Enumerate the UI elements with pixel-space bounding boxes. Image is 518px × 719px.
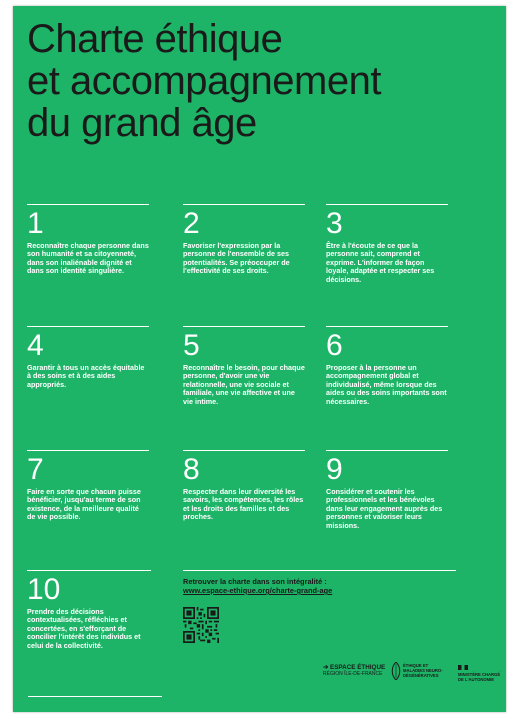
principle-number: 3 xyxy=(326,207,343,240)
principle-text: Reconnaître le besoin, pour chaque personne, d'avoir une vie relationnelle, une vie sociale et familiale, une vie affective et une vie intime. xyxy=(183,363,305,406)
espace-ethique-sub: RÉGION ÎLE-DE-FRANCE xyxy=(323,671,383,677)
principle-number: 2 xyxy=(183,207,200,240)
principle-item xyxy=(326,204,448,284)
retrouver-block xyxy=(183,577,383,595)
principle-number: 10 xyxy=(27,573,61,606)
title-line-2: et accompagnement xyxy=(27,59,381,103)
principle-item xyxy=(326,450,448,530)
divider xyxy=(28,696,162,697)
retrouver-label: Retrouver la charte dans son intégralité : xyxy=(183,577,327,586)
principle-text: Reconnaître chaque personne dans son humanité et sa citoyenneté, dans son inaliénable dignité et dans son identité singulière. xyxy=(27,241,149,276)
principle-number: 7 xyxy=(27,453,44,486)
ministere-logo xyxy=(458,665,506,682)
principle-text: Considérer et soutenir les professionnels et les bénévoles dans leur engagement auprès des personnes et valoriser leurs missions. xyxy=(326,487,443,530)
principle-number: 5 xyxy=(183,329,200,362)
title-line-1: Charte éthique xyxy=(27,17,283,61)
principle-text: Faire en sorte que chacun puisse bénéficier, jusqu'au terme de son existence, de la meilleure qualité de vie possible. xyxy=(27,487,141,522)
title-line-3: du grand âge xyxy=(27,101,257,145)
page-title xyxy=(27,18,381,144)
principle-item xyxy=(27,326,149,389)
principle-number: 1 xyxy=(27,207,44,240)
charte-link[interactable]: www.espace-ethique.org/charte-grand-age xyxy=(183,586,333,595)
principle-text: Proposer à la personne un accompagnement global et individualisé, même lorsque des aides ou des soins importants sont nécessaires. xyxy=(326,363,447,406)
principle-item xyxy=(183,326,305,406)
principle-text: Favoriser l'expression par la personne de l'ensemble de ses potentialités. Se préoccuper de l'effectivité de ses droits. xyxy=(183,241,290,276)
principle-item xyxy=(183,450,305,522)
divider xyxy=(183,570,335,571)
principle-text: Garantir à tous un accès équitable à des soins et à des aides appropriés. xyxy=(27,363,145,389)
ministere-label: MINISTÈRE CHARGÉ DE L'AUTONOMIE xyxy=(458,672,501,682)
espace-ethique-logo xyxy=(323,664,385,678)
principle-item xyxy=(27,204,149,276)
principle-number: 8 xyxy=(183,453,200,486)
principle-item xyxy=(183,204,305,276)
principle-text: Respecter dans leur diversité les savoirs, les compétences, les rôles et les droits des familles et des proches. xyxy=(183,487,304,522)
principle-number: 9 xyxy=(326,453,343,486)
principle-item xyxy=(27,570,151,650)
principle-number: 6 xyxy=(326,329,343,362)
principle-text: Prendre des décisions contextualisées, réfléchies et concertées, en s'efforçant de concilier l'intérêt des individus et celui de la collectivité. xyxy=(27,607,141,650)
logos xyxy=(323,661,503,691)
espace-national-label: ÉTHIQUE ET MALADIES NEURO-DÉGÉNÉRATIVES xyxy=(403,663,443,678)
flag-icon xyxy=(458,665,468,670)
espace-national-logo xyxy=(403,663,443,678)
arrow-icon: ➔ xyxy=(323,664,329,671)
qr-code[interactable] xyxy=(183,607,219,643)
leaf-icon xyxy=(391,662,401,680)
principle-item xyxy=(326,326,448,406)
poster xyxy=(13,6,506,712)
principle-text: Être à l'écoute de ce que la personne sait, comprend et exprime. L'informer de façon loyale, adaptée et respecter ses décisions. xyxy=(326,241,435,284)
espace-ethique-label: ESPACE ÉTHIQUE xyxy=(330,664,386,671)
principle-item xyxy=(27,450,149,522)
principle-number: 4 xyxy=(27,329,44,362)
divider xyxy=(326,570,456,571)
